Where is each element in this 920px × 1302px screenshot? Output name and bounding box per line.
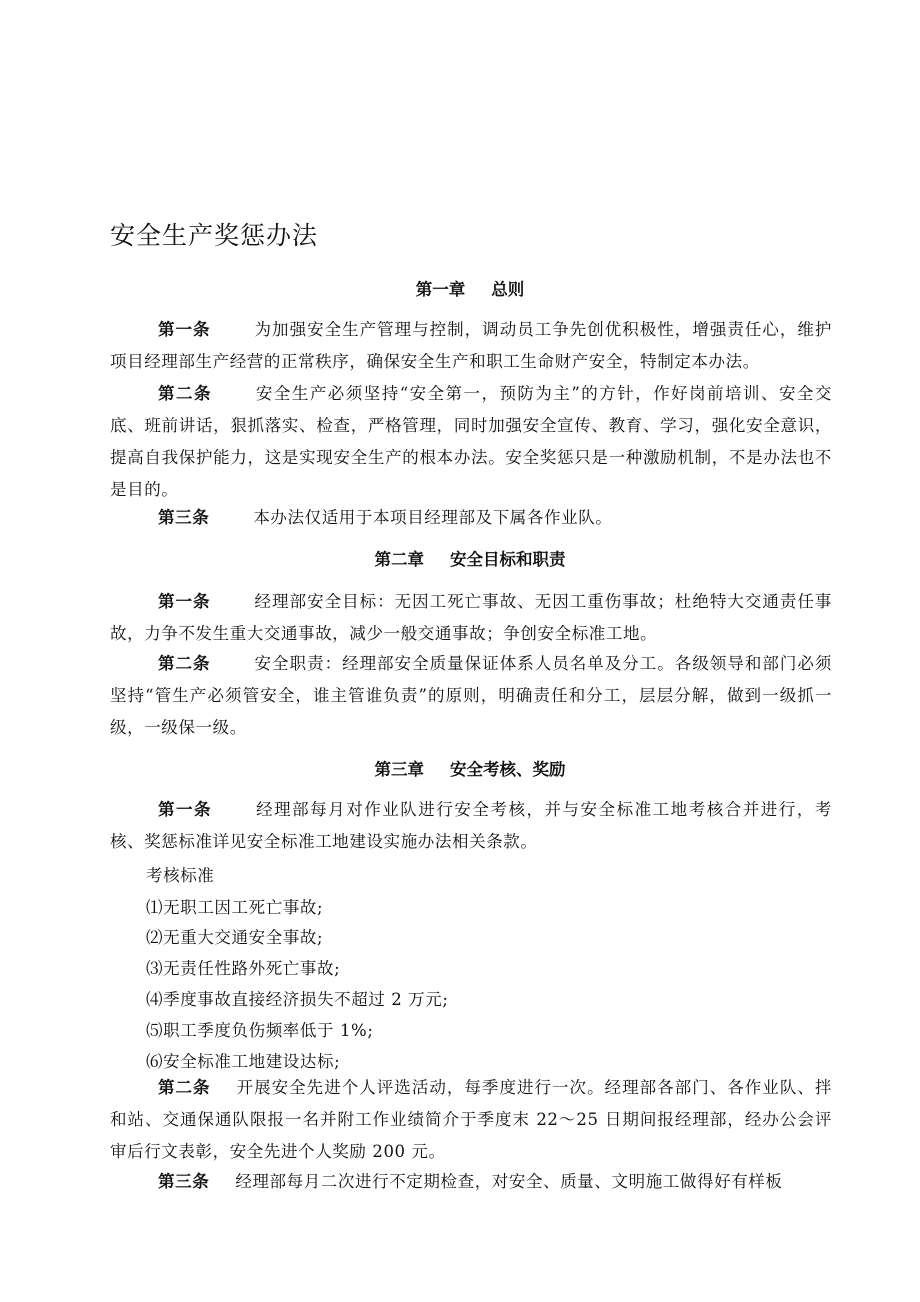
ch2-article-2-text: 安全职责：经理部安全质量保证体系人员名单及分工。各级领导和部门必须坚持“管生产必须管安全，谁主管谁负责”的原则，明确责任和分工，层层分解，做到一级抓一级，一级保一级。 — [110, 654, 832, 737]
ch3-article-1-label: 第一条 — [158, 800, 213, 819]
chapter-2-name: 安全目标和职责 — [450, 550, 566, 569]
document-title: 安全生产奖惩办法 — [110, 221, 319, 250]
ch1-article-1-text: 为加强安全生产管理与控制，调动员工争先创优积极性，增强责任心，维护项目经理部生产经营的正常秩序，确保安全生产和职工生命财产安全，特制定本办法。 — [110, 320, 832, 371]
ch1-article-3-label: 第三条 — [158, 508, 210, 527]
chapter-2-label: 第二章 — [374, 550, 424, 569]
criteria-item: ⑵无重大交通安全事故; — [146, 928, 324, 947]
ch1-article-2 — [110, 378, 832, 506]
ch3-article-3-text: 经理部每月二次进行不定期检查，对安全、质量、文明施工做得好有样板 — [235, 1172, 783, 1191]
ch1-article-1-label: 第一条 — [158, 320, 211, 339]
chapter-3-heading — [110, 756, 830, 780]
ch3-article-1 — [110, 794, 832, 858]
ch1-article-2-label: 第二条 — [158, 384, 212, 403]
ch2-article-1-label: 第一条 — [158, 592, 211, 611]
ch3-article-2-text: 开展安全先进个人评选活动，每季度进行一次。经理部各部门、各作业队、拌和站、交通保通队限报一名并附工作业绩简介于季度末 22～25 日期间报经理部，经办公会评审后行文表彰，安全先进个人奖励 200 元。 — [110, 1078, 832, 1161]
ch3-article-2 — [110, 1072, 832, 1168]
chapter-3-label: 第三章 — [374, 760, 424, 779]
criteria-heading: 考核标准 — [146, 866, 215, 885]
ch3-article-3 — [110, 1166, 832, 1198]
criteria-item: ⑹安全标准工地建设达标; — [146, 1052, 341, 1071]
criteria-item: ⑶无责任性路外死亡事故; — [146, 959, 341, 978]
ch1-article-1 — [110, 314, 832, 378]
ch3-article-1-text: 经理部每月对作业队进行安全考核，并与安全标准工地考核合并进行，考核、奖惩标准详见安全标准工地建设实施办法相关条款。 — [110, 800, 832, 851]
chapter-3-name: 安全考核、奖励 — [450, 760, 566, 779]
chapter-1-label: 第一章 — [415, 280, 466, 299]
criteria-item: ⑴无职工因工死亡事故; — [146, 898, 324, 917]
ch1-article-3-text: 本办法仅适用于本项目经理部及下属各作业队。 — [253, 508, 613, 527]
ch2-article-2-label: 第二条 — [158, 654, 211, 673]
chapter-1-heading — [110, 276, 830, 300]
ch3-article-2-label: 第二条 — [158, 1078, 211, 1097]
ch1-article-3 — [110, 502, 832, 534]
ch2-article-2 — [110, 648, 832, 744]
ch3-article-3-label: 第三条 — [158, 1172, 210, 1191]
chapter-2-heading — [110, 546, 830, 570]
ch1-article-2-text: 安全生产必须坚持“安全第一，预防为主”的方针，作好岗前培训、安全交底、班前讲话，狠抓落实、检查，严格管理，同时加强安全宣传、教育、学习，强化安全意识，提高自我保护能力，这是实现安全生产的根本办法。安全奖惩只是一种激励机制，不是办法也不是目的。 — [110, 384, 832, 499]
chapter-1-name: 总则 — [491, 280, 525, 299]
criteria-item: ⑷季度事故直接经济损失不超过 2 万元; — [146, 990, 449, 1009]
criteria-item: ⑸职工季度负伤频率低于 1%; — [146, 1021, 374, 1040]
ch2-article-1-text: 经理部安全目标：无因工死亡事故、无因工重伤事故；杜绝特大交通责任事故，力争不发生重大交通事故，减少一般交通事故；争创安全标准工地。 — [110, 592, 832, 643]
ch2-article-1 — [110, 586, 832, 650]
